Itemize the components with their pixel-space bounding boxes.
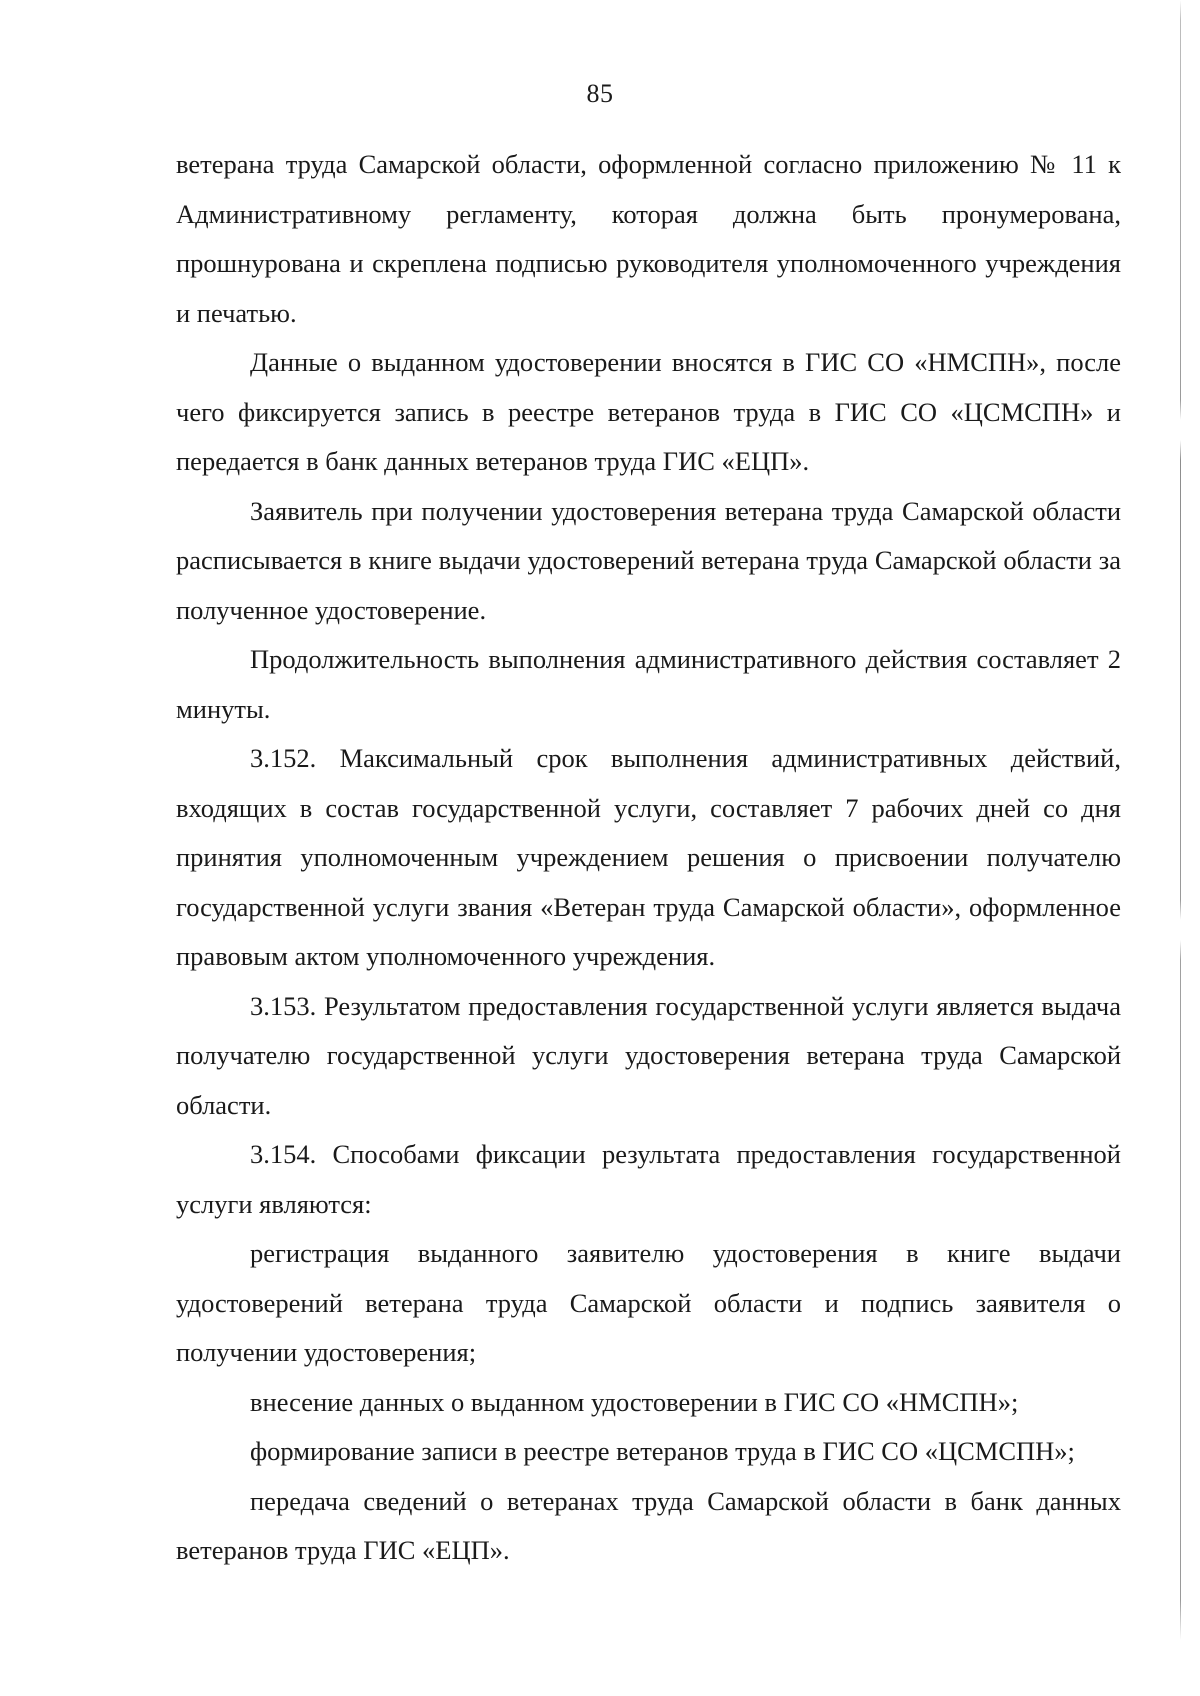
paragraph-continuation: ветерана труда Самарской области, оформленной согласно приложению № 11 к Административному регламенту, которая должна быть пронумерована, прошнурована и скреплена подписью руководителя уполномоченного учреждения и печатью.	[176, 149, 1121, 328]
paragraph-3-153: 3.153. Результатом предоставления государственной услуги является выдача получателю государственной услуги удостоверения ветерана труда Самарской области.	[176, 990, 1121, 1120]
paragraph-3-154: 3.154. Способами фиксации результата предоставления государственной услуги являются:	[176, 1139, 1121, 1219]
scan-edge-line	[1180, 0, 1181, 1696]
paragraph-registry-entry: Данные о выданном удостоверении вносятся в ГИС СО «НМСПН», после чего фиксируется запись в реестре ветеранов труда в ГИС СО «ЦСМСПН» и передается в банк данных ветеранов труда ГИС «ЕЦП».	[176, 347, 1121, 476]
list-item-registry-record: формирование записи в реестре ветеранов труда в ГИС СО «ЦСМСПН»;	[250, 1436, 1075, 1466]
paragraph-duration: Продолжительность выполнения административного действия составляет 2 минуты.	[176, 644, 1121, 724]
list-item-registration: регистрация выданного заявителю удостоверения в книге выдачи удостоверений ветерана труда Самарской области и подпись заявителя о получении удостоверения;	[176, 1238, 1121, 1367]
paragraph-applicant-signature: Заявитель при получении удостоверения ветерана труда Самарской области расписывается в книге выдачи удостоверений ветерана труда Самарской области за полученное удостоверение.	[176, 495, 1121, 625]
paragraph-3-152: 3.152. Максимальный срок выполнения административных действий, входящих в состав государственной услуги, составляет 7 рабочих дней со дня принятия уполномоченным учреждением решения о присвоении получателю государственной услуги звания «Ветеран труда Самарской области», оформленное правовым актом уполномоченного учреждения.	[176, 743, 1121, 971]
list-item-data-entry: внесение данных о выданном удостоверении в ГИС СО «НМСПН»;	[250, 1386, 1019, 1417]
page-number: 85	[586, 79, 614, 108]
document-body	[176, 140, 1121, 1576]
list-item-data-transfer: передача сведений о ветеранах труда Самарской области в банк данных ветеранов труда ГИС «ЕЦП».	[176, 1485, 1121, 1565]
